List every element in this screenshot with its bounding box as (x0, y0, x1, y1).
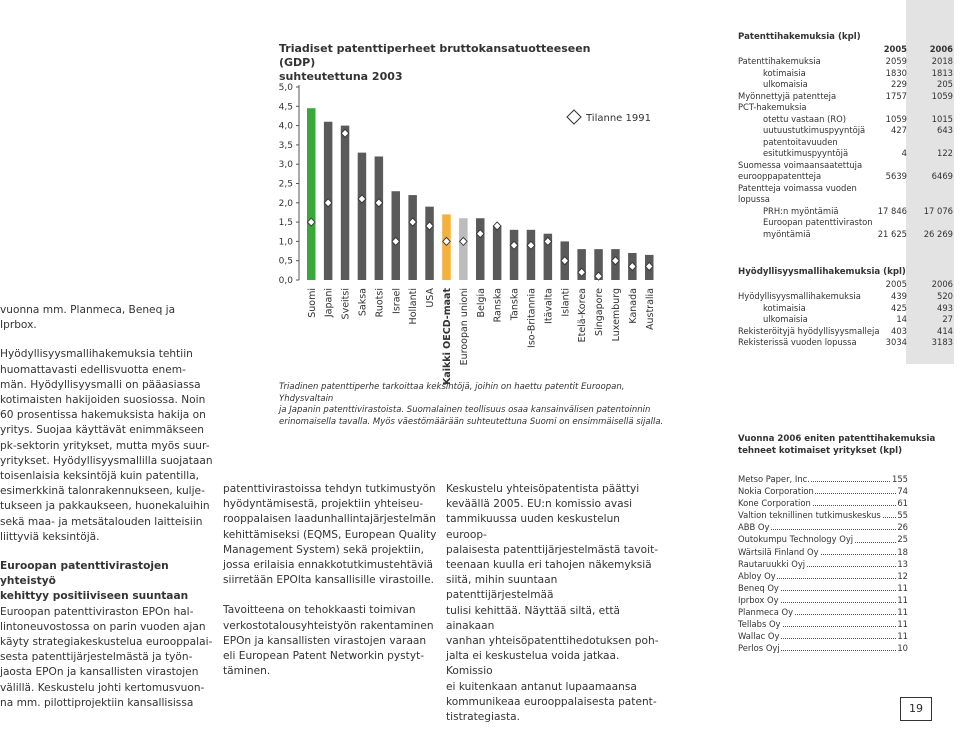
y-tick-label: 0,5 (278, 256, 293, 267)
company-count: 155 (892, 474, 908, 484)
value-2005: 5639 (885, 171, 907, 181)
bar-11 (493, 226, 502, 280)
category-label: Hollanti (408, 288, 420, 325)
company-count: 61 (897, 498, 908, 509)
patent-table-years (738, 44, 953, 56)
company-count: 10 (897, 643, 908, 654)
company-count: 26 (897, 522, 908, 533)
category-label: Australia (644, 288, 656, 331)
category-label: Suomi (306, 288, 318, 318)
row-label: ulkomaisia (763, 79, 808, 89)
table-row (738, 314, 953, 326)
value-2006: 6469 (931, 171, 953, 181)
company-name: Planmeca Oy (738, 607, 794, 618)
value-2006: 1059 (931, 90, 953, 101)
bar-2 (341, 126, 350, 280)
value-2005: 2059 (885, 56, 907, 66)
list-item (738, 485, 908, 497)
value-2006: 122 (937, 148, 953, 158)
left-para-2: Hyödyllisyysmallihakemuksia tehtiin huomattavasti edellisvuotta enem- män. Hyödyllisyysmalli on pääasiassa kotimaisten hakijoiden suosiossa. Noin 60 prosentissa hakemuksista hakija on yritys. Suojaa käyttävät enimmäkseen pk-sektorin yritykset, mutta myös suur- yritykset. Hyödyllisyysmallilla suojataan toisenlaisia keksintöjä kuin patentilla, esimerkkinä talonrakennukseen, kulje- tukseen ja pakkaukseen, huonekaluihin sekä maa- ja metsätalouden laitteisiin liittyviä keksintöjä. (0, 348, 213, 543)
y-tick-label: 1,0 (278, 237, 293, 248)
list-item (738, 497, 908, 509)
y-tick-label: 5,0 (278, 83, 293, 93)
list-item (738, 558, 908, 570)
row-label: PRH:n myöntämiä (763, 205, 839, 216)
company-name: Tellabs Oy (738, 619, 781, 630)
value-2006: 26 269 (923, 228, 953, 239)
middle-para-2: Tavoitteena on tehokkaasti toimivan verkostotalousyhteistyön rakentaminen EPOn ja kansallisten virastojen varaan eli European Patent Networkin pystyt- täminen. (223, 604, 434, 678)
row-label: kotimaisia (763, 302, 806, 313)
value-2005: 14 (896, 314, 907, 324)
y-tick-label: 3,5 (278, 140, 293, 151)
value-2005: 1757 (885, 90, 907, 101)
list-item (738, 594, 908, 606)
third-para-1: Keskustelu yhteisöpatentista päättyi keväällä 2005. EU:n komissio avasi tammikuussa uuden keskustelun euroop- palaisesta patenttijärjestelmästä tavoit- teenaan kuulla eri tahojen näkemyksiä siitä, mihin suuntaan patenttijärjestelmää tulisi kehittää. Näyttää siltä, että ainakaan vanhan yhteisöpatenttihedotuksen poh- jalta ei keskustelua voida jatkaa. Komissio ei kuitenkaan antanut lupaamaansa kommunikeaa eurooppalaisesta patent- tistrategiasta. (446, 483, 659, 724)
table-row (738, 326, 953, 338)
table-row (738, 171, 953, 183)
company-name: Nokia Corporation (738, 486, 814, 497)
table-row (738, 56, 953, 68)
list-item (738, 630, 908, 642)
value-2005: 21 625 (877, 228, 907, 239)
company-count: 74 (897, 486, 908, 497)
bar-6 (408, 195, 417, 280)
row-label: kotimaisia (763, 67, 806, 78)
company-count: 11 (897, 607, 908, 618)
legend-label: Tilanne 1991 (586, 113, 651, 124)
table-row (738, 160, 953, 172)
chart-caption: Triadinen patenttiperhe tarkoittaa keksintöjä, joihin on haettu patentit Euroopan, Yhdysvaltain ja Japanin patenttivirastoista. Suomalainen teollisuus osaa kansainvälisen patentoinnin erinomaisella tavalla. Myös väestömäärään suhteutettuna Suomi on ensimmäisellä sijalla. (279, 382, 664, 427)
table-row (738, 194, 953, 206)
category-label: Kanada (627, 288, 639, 324)
category-label: Islanti (560, 288, 572, 317)
value-2006: 1015 (931, 113, 953, 124)
value-2006: 1813 (931, 67, 953, 78)
value-2006: 27 (942, 314, 953, 324)
year-2006: 2006 (929, 44, 953, 54)
value-2005: 17 846 (877, 205, 907, 216)
row-label: esitutkimuspyyntöjä (763, 148, 849, 158)
list-item (738, 582, 908, 594)
table-row (738, 79, 953, 91)
category-label: Saksa (357, 288, 369, 317)
bar-10 (476, 218, 485, 280)
row-label: Myönnettyjä patentteja (738, 90, 837, 101)
category-label: Kaikki OECD-maat (441, 288, 453, 385)
category-label: USA (425, 288, 437, 308)
category-label: Iso-Britannia (526, 288, 538, 348)
bar-0 (307, 108, 316, 280)
value-2005: 1830 (885, 67, 907, 78)
list-item (738, 533, 908, 545)
category-label: Ranska (492, 288, 504, 323)
company-count: 18 (897, 546, 908, 557)
table-row (738, 125, 953, 137)
company-name: Kone Corporation (738, 498, 811, 509)
left-column (0, 303, 215, 711)
category-label: Singapore (594, 288, 606, 336)
y-tick-label: 4,5 (278, 102, 293, 113)
table-row (738, 183, 953, 195)
table-row (738, 303, 953, 315)
row-label: ulkomaisia (763, 314, 808, 324)
chart-title: Triadiset patenttiperheet bruttokansatuotteeseen (GDP) suhteutettuna 2003 (279, 42, 591, 83)
row-label: patentoitavuuden (763, 136, 838, 147)
bar-8 (442, 214, 451, 280)
y-tick-label: 3,0 (278, 160, 293, 171)
row-label: Rekisteröityjä hyödyllisyysmalleja (738, 325, 880, 336)
category-label: Sveitsi (340, 288, 352, 320)
list-item (738, 606, 908, 618)
row-label: Patenttihakemuksia (738, 56, 821, 66)
value-2006: 3183 (931, 337, 953, 347)
value-2005: 1059 (885, 113, 907, 124)
table-row (738, 206, 953, 218)
value-2006: 205 (937, 79, 953, 89)
value-2006: 643 (937, 125, 953, 135)
category-label: Ruotsi (374, 288, 386, 318)
bar-5 (392, 191, 401, 280)
company-count: 11 (897, 631, 908, 642)
middle-column (223, 482, 438, 679)
value-2005: 229 (891, 79, 907, 89)
list-item (738, 642, 908, 654)
value-2006: 520 (937, 291, 953, 301)
company-count: 12 (897, 570, 908, 581)
company-name: Outokumpu Technology Oyj (738, 534, 854, 545)
list-item (738, 509, 908, 521)
y-tick-label: 2,0 (278, 198, 293, 209)
company-name: Wallac Oy (738, 631, 780, 642)
category-label: Etelä-Korea (577, 288, 589, 343)
bar-9 (459, 218, 468, 280)
bar-4 (375, 156, 384, 280)
list-item (738, 473, 908, 485)
company-count: 55 (897, 510, 908, 521)
list-item (738, 618, 908, 630)
row-label: Euroopan patenttiviraston (763, 217, 873, 227)
list-item (738, 521, 908, 533)
row-label: Patentteja voimassa vuoden (738, 182, 857, 193)
patent-table (738, 32, 953, 262)
company-name: Abloy Oy (738, 570, 776, 581)
table-row (738, 102, 953, 114)
table-row (738, 91, 953, 103)
company-name: Rautaruukki Oyj (738, 558, 806, 569)
company-count: 11 (897, 582, 908, 593)
row-label: Suomessa voimaansaatettuja (738, 159, 863, 170)
row-label: Rekisterissä vuoden lopussa (738, 337, 857, 347)
company-count: 11 (897, 594, 908, 605)
company-name: Wärtsilä Finland Oy (738, 546, 819, 557)
table-row (738, 114, 953, 126)
row-label: myöntämiä (763, 228, 811, 239)
bar-7 (425, 207, 434, 280)
year-2006: 2006 (931, 279, 953, 289)
left-para-3: Euroopan patenttiviraston EPOn hal- lintoneuvostossa on parin vuoden ajan käyty strategiakeskustelua eurooppalai- sesta patenttijärjestelmästä ja työn- jaosta EPOn ja kansallisten virastojen välillä. Keskustelu johti kertomusvuon- na mm. pilottiprojektiin kansallisissa (0, 605, 213, 709)
table-row (738, 337, 953, 349)
list-item (738, 546, 908, 558)
category-label: Japani (323, 288, 335, 318)
table-row (738, 68, 953, 80)
value-2006: 17 076 (923, 205, 953, 216)
bar-12 (510, 230, 519, 280)
value-2006: 414 (937, 325, 953, 336)
list-item (738, 570, 908, 582)
bar-13 (527, 230, 536, 280)
table-row (738, 229, 953, 241)
year-2005: 2005 (885, 279, 907, 289)
table-row (738, 148, 953, 160)
utility-table-title: Hyödyllisyysmallihakemuksia (kpl) (738, 267, 906, 277)
patent-table-title: Patenttihakemuksia (kpl) (738, 32, 861, 42)
company-name: Beneq Oy (738, 582, 779, 593)
row-label: Hyödyllisyysmallihakemuksia (738, 291, 861, 301)
y-tick-label: 1,5 (278, 218, 293, 229)
year-2005: 2005 (883, 44, 907, 54)
value-2005: 3034 (885, 337, 907, 347)
company-count: 25 (897, 534, 908, 545)
value-2005: 4 (901, 148, 907, 158)
third-column (446, 482, 661, 725)
left-para-1: vuonna mm. Planmeca, Beneq ja Iprbox. (0, 304, 176, 332)
bar-chart (250, 75, 670, 385)
company-count: 13 (897, 558, 908, 569)
company-name: ABB Oy (738, 522, 770, 533)
left-heading: Euroopan patenttivirastojen yhteistyö kehittyy positiiviseen suuntaan (0, 560, 189, 603)
value-2005: 403 (891, 325, 907, 336)
category-label: Itävalta (543, 288, 555, 324)
bar-3 (358, 153, 367, 280)
y-tick-label: 0,0 (278, 276, 293, 286)
table-row (738, 217, 953, 229)
category-label: Belgia (475, 288, 487, 318)
companies-list (738, 473, 908, 654)
table-row (738, 291, 953, 303)
value-2006: 2018 (931, 56, 953, 66)
company-name: Iprbox Oy (738, 594, 779, 605)
category-label: Euroopan unioni (458, 288, 470, 366)
row-label: eurooppapatentteja (738, 171, 822, 181)
row-label: uutuustutkimuspyyntöjä (763, 125, 866, 135)
row-label: lopussa (738, 194, 770, 204)
company-name: Metso Paper, Inc. (738, 474, 810, 484)
company-count: 11 (897, 619, 908, 630)
row-label: PCT-hakemuksia (738, 102, 807, 112)
category-label: Tanska (509, 288, 521, 321)
utility-table (738, 267, 953, 362)
table-row (738, 137, 953, 149)
category-label: Luxemburg (610, 288, 622, 342)
value-2005: 439 (891, 291, 907, 301)
utility-table-years (738, 279, 953, 291)
company-name: Perlos Oyj (738, 643, 780, 654)
value-2005: 425 (891, 302, 907, 313)
value-2005: 427 (891, 125, 907, 135)
page-number: 19 (900, 697, 932, 721)
legend-diamond-icon (567, 110, 581, 124)
value-2006: 493 (937, 302, 953, 313)
companies-title: Vuonna 2006 eniten patenttihakemuksia tehneet kotimaiset yritykset (kpl) (738, 434, 936, 456)
y-tick-label: 2,5 (278, 179, 293, 190)
middle-para-1: patenttivirastoissa tehdyn tutkimustyön hyödyntämisestä, projektiin yhteiseu- rooppalaisen laadunhallintajärjestelmän kehittämiseksi (EQMS, European Quality Management System) sekä projektiin, jossa erilaisia ennakkotutkimustehtäviä siirretään EPOlta kansallisille virastoille. (223, 483, 437, 587)
company-name: Valtion teknillinen tutkimuskeskus (738, 510, 881, 521)
category-label: Israel (391, 288, 403, 314)
row-label: otettu vastaan (RO) (763, 113, 847, 124)
y-tick-label: 4,0 (278, 121, 293, 132)
